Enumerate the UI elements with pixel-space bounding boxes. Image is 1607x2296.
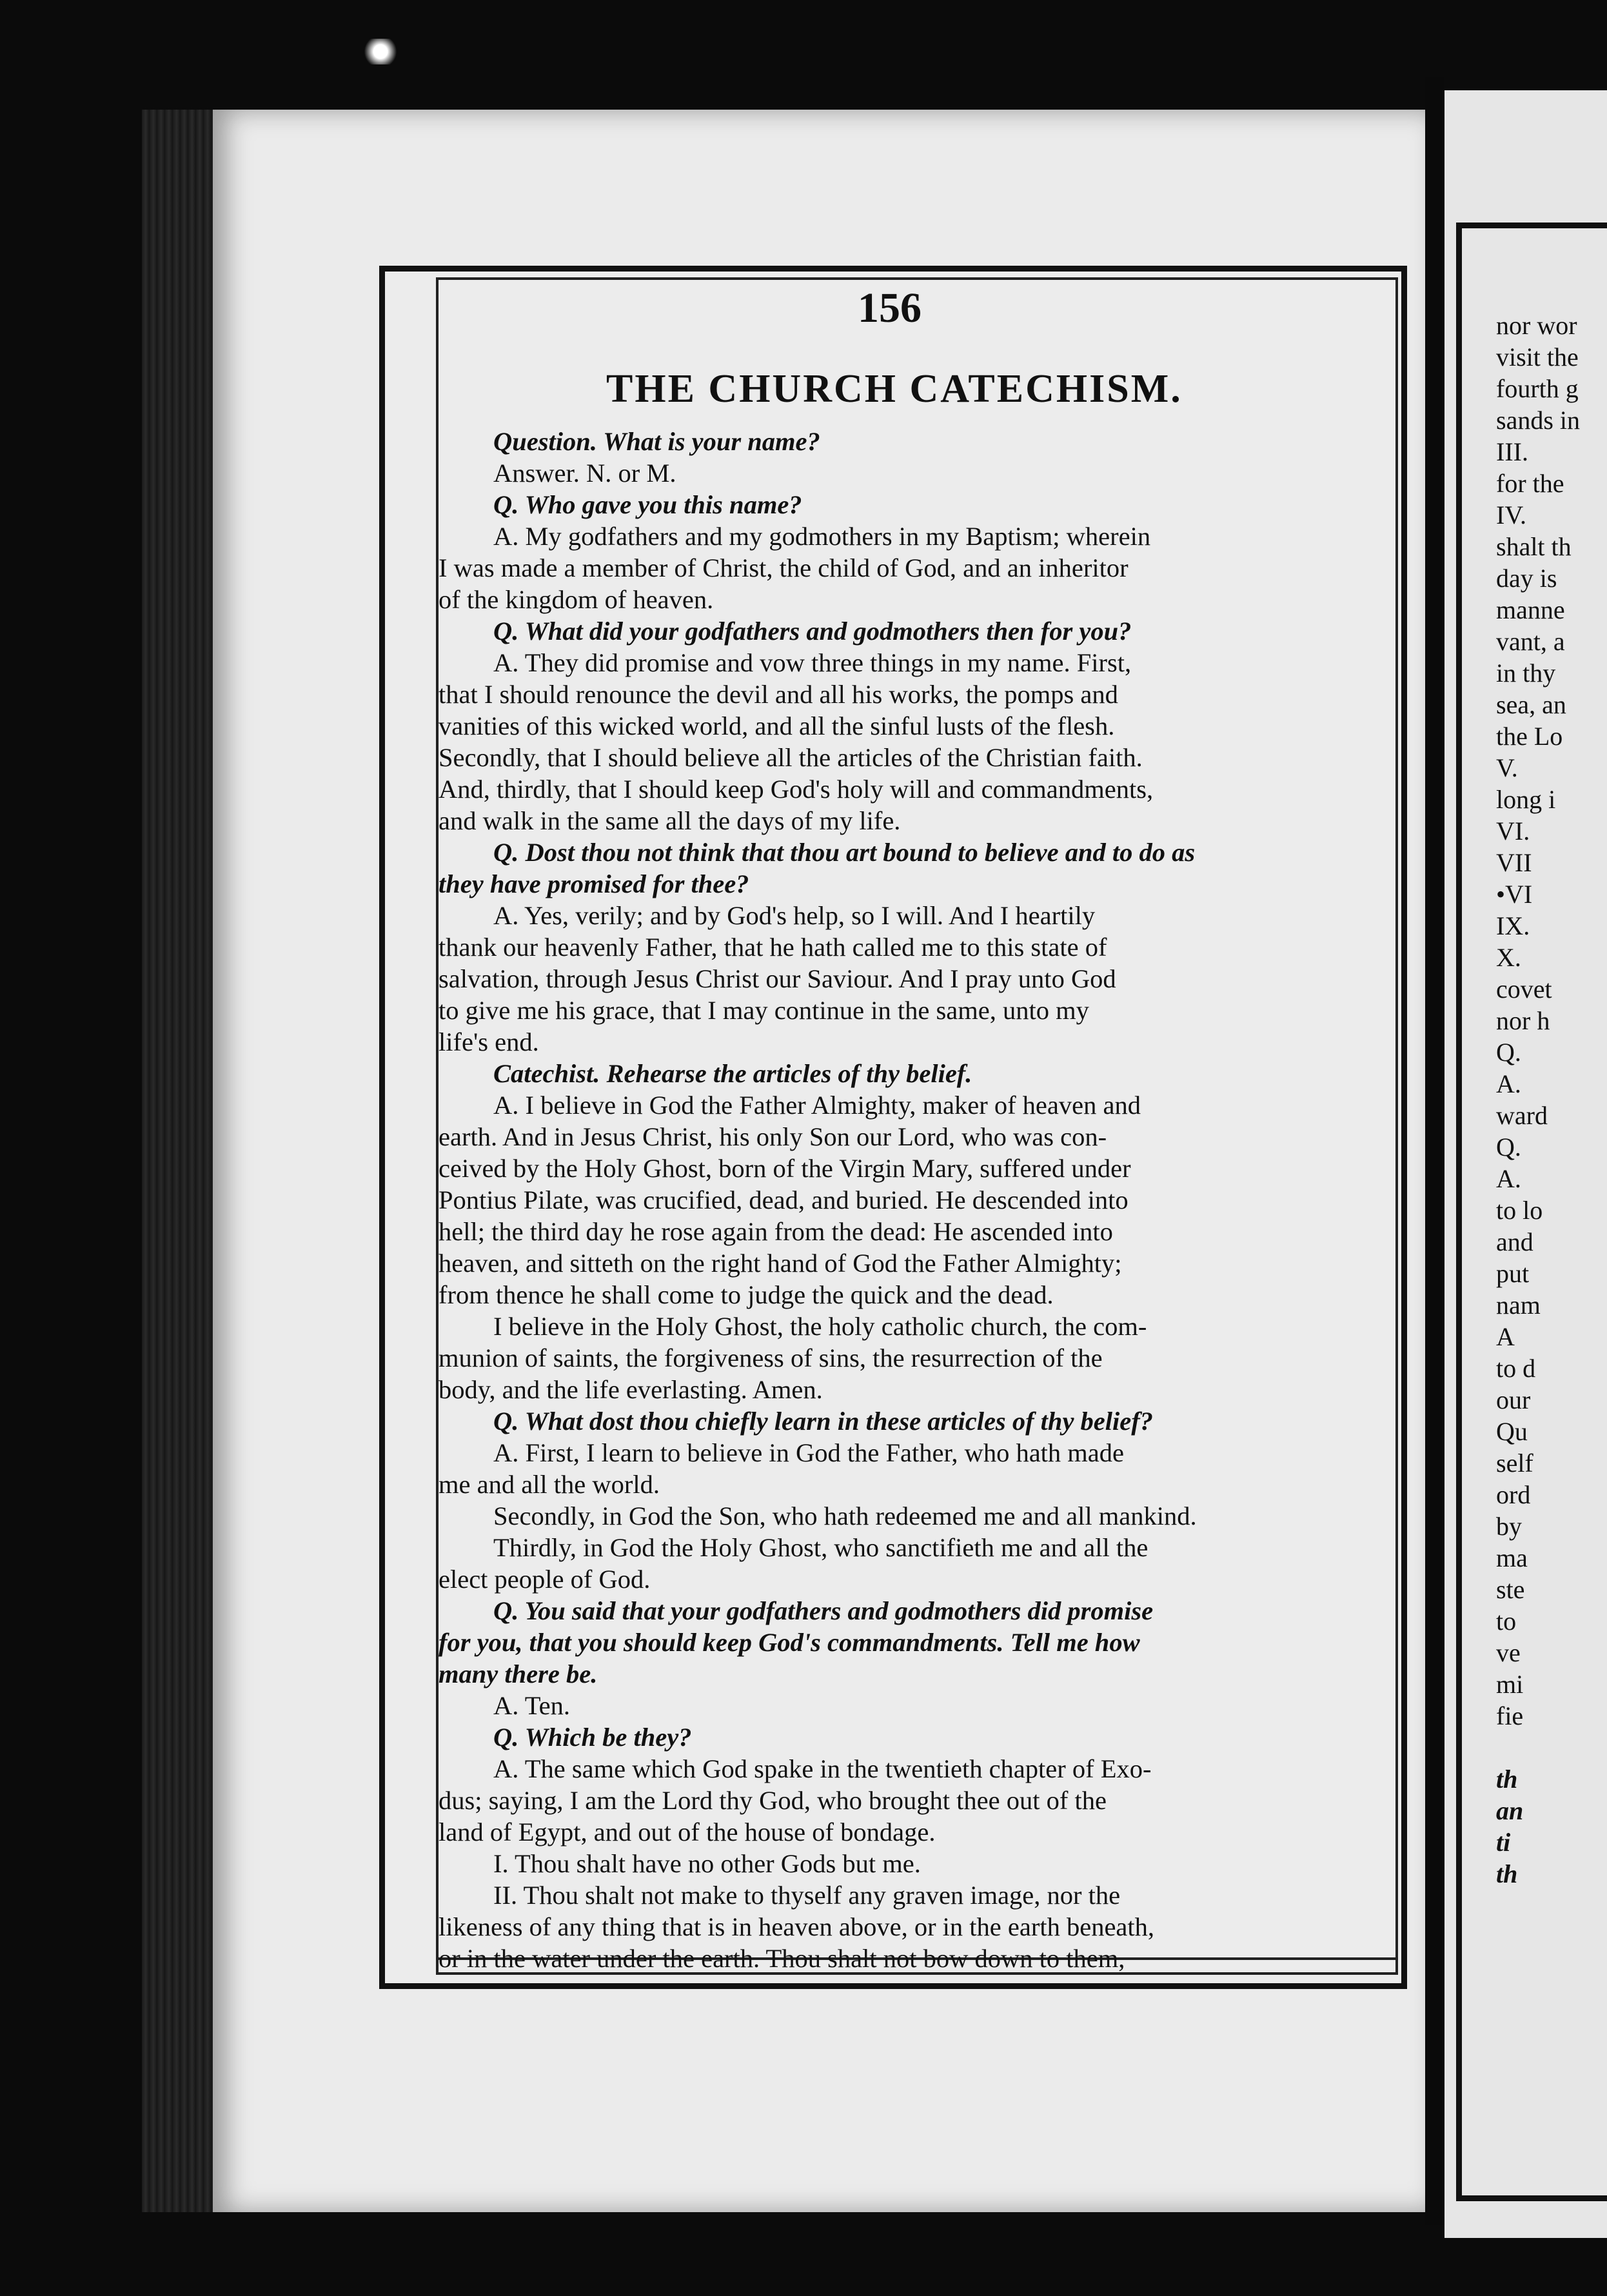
text-line [439,1563,1406,1595]
text-line [439,1437,1406,1469]
line-text: A. I believe in God the Father Almighty, maker of heaven and [493,1091,1141,1120]
question-line [439,1721,1406,1753]
line-text: Thirdly, in God the Holy Ghost, who sanctifieth me and all the [493,1533,1149,1562]
line-text: thank our heavenly Father, that he hath called me to this state of [439,933,1107,962]
line-text: Secondly, that I should believe all the articles of the Christian faith. [439,743,1143,772]
right-page-fragment: ste [1496,1575,1525,1604]
right-page-fragment: our [1496,1385,1531,1414]
text-line [439,1121,1406,1153]
text-line [439,1943,1406,1974]
right-page-fragment: VII [1496,848,1532,877]
text-line [439,1247,1406,1279]
right-page-fragment: ward [1496,1101,1548,1130]
right-page-fragment: put [1496,1259,1530,1288]
catechism-text [439,426,1406,1974]
text-line [439,1911,1406,1943]
right-page-fragment: A. [1496,1069,1521,1098]
text-line [439,1500,1406,1532]
right-page-fragment: X. [1496,943,1521,972]
text-line [439,1184,1406,1216]
right-page-fragment: and [1496,1227,1533,1256]
line-text: A. Yes, verily; and by God's help, so I will. And I heartily [493,901,1096,930]
line-text: Secondly, in God the Son, who hath redeemed me and all mankind. [493,1501,1197,1530]
line-text: heaven, and sitteth on the right hand of God the Father Almighty; [439,1249,1122,1278]
line-text: body, and the life everlasting. Amen. [439,1375,823,1404]
line-text: of the kingdom of heaven. [439,585,714,614]
line-text: And, thirdly, that I should keep God's holy will and commandments, [439,775,1154,804]
text-line [439,1374,1406,1405]
text-line [439,805,1406,836]
right-page-fragment: sea, an [1496,690,1566,719]
line-text: and walk in the same all the days of my life. [439,806,901,835]
right-page-fragment: ve [1496,1638,1521,1667]
right-page-fragment: ti [1496,1828,1511,1857]
line-text: Catechist. Rehearse the articles of thy belief. [493,1059,972,1088]
book-gutter [1425,77,1444,2225]
page-title: THE CHURCH CATECHISM. [606,367,1183,411]
line-text: land of Egypt, and out of the house of bondage. [439,1817,936,1846]
right-page-fragment: to lo [1496,1196,1543,1225]
line-text: likeness of any thing that is in heaven above, or in the earth beneath, [439,1912,1155,1941]
line-text: earth. And in Jesus Christ, his only Son our Lord, who was con- [439,1122,1107,1151]
question-line [439,1058,1406,1089]
line-text: ceived by the Holy Ghost, born of the Virgin Mary, suffered under [439,1154,1131,1183]
text-line [439,1342,1406,1374]
line-text: Q. Dost thou not think that thou art bound to believe and to do as [493,838,1196,867]
question-line [439,1405,1406,1437]
line-text: Q. Who gave you this name? [493,490,802,519]
right-page-fragment: the Lo [1496,722,1563,751]
right-page-fragment: shalt th [1496,532,1572,561]
question-line [439,426,1406,457]
question-line [439,1595,1406,1627]
text-line [439,1753,1406,1785]
line-text: A. First, I learn to believe in God the Father, who hath made [493,1438,1125,1467]
right-page-fragment: th [1496,1765,1518,1794]
right-page-fragment: visit the [1496,342,1579,371]
right-page-fragment: ma [1496,1543,1528,1572]
line-text: I was made a member of Christ, the child of God, and an inheritor [439,553,1129,582]
line-text: Question. What is your name? [493,427,820,456]
right-page-fragment: nor wor [1496,311,1577,340]
line-text: life's end. [439,1027,539,1056]
text-line [439,1658,1406,1690]
text-line [439,678,1406,710]
right-page-fragment [1496,1732,1607,1763]
text-line [439,520,1406,552]
text-line [439,868,1406,900]
text-line [439,995,1406,1026]
right-page-fragment: mi [1496,1670,1524,1699]
text-line [439,710,1406,742]
right-page-fragment: to [1496,1607,1517,1636]
right-page-fragment: A. [1496,1164,1521,1193]
right-page-fragment: VI. [1496,816,1530,846]
text-line [439,931,1406,963]
scan-mark [361,39,400,64]
text-line [439,1785,1406,1816]
line-text: elect people of God. [439,1565,651,1594]
right-page-fragment: for the [1496,469,1564,498]
line-text: A. My godfathers and my godmothers in my Baptism; wherein [493,522,1151,551]
line-text: A. Ten. [493,1691,571,1720]
text-line [439,1848,1406,1879]
right-page-fragment: to d [1496,1354,1536,1383]
text-line [439,552,1406,584]
text-line [439,1311,1406,1342]
line-text: or in the water under the earth. Thou shalt not bow down to them, [439,1944,1125,1973]
right-page-fragment: ord [1496,1480,1531,1509]
line-text: that I should renounce the devil and all his works, the pomps and [439,680,1118,709]
text-line [439,1089,1406,1121]
text-line [439,1532,1406,1563]
line-text: salvation, through Jesus Christ our Saviour. And I pray unto God [439,964,1116,993]
right-page-fragment: Q. [1496,1133,1521,1162]
line-text: hell; the third day he rose again from the dead: He ascended into [439,1217,1113,1246]
text-line [439,584,1406,615]
right-page-fragment: in thy [1496,658,1556,688]
line-text: vanities of this wicked world, and all the sinful lusts of the flesh. [439,711,1115,740]
line-text: for you, that you should keep God's commandments. Tell me how [439,1628,1140,1657]
line-text: Q. What did your godfathers and godmothers then for you? [493,617,1132,646]
right-page-fragment: Q. [1496,1038,1521,1067]
right-page-fragment: sands in [1496,406,1580,435]
right-page-fragment: manne [1496,595,1565,624]
line-text: I. Thou shalt have no other Gods but me. [493,1849,921,1878]
text-line [439,1279,1406,1311]
right-page-fragment: long i [1496,785,1556,814]
text-line [439,1627,1406,1658]
text-line [439,773,1406,805]
right-page-text [1496,310,1607,1890]
line-text: Pontius Pilate, was crucified, dead, and buried. He descended into [439,1185,1129,1214]
question-line [439,615,1406,647]
right-page-fragment: nor h [1496,1006,1550,1035]
right-page-fragment: A [1496,1322,1515,1351]
line-text: me and all the world. [439,1470,660,1499]
right-page-fragment: fourth g [1496,374,1579,403]
right-page-fragment: V. [1496,753,1518,782]
text-line [439,1026,1406,1058]
right-page-fragment: IX. [1496,911,1530,940]
text-line [439,647,1406,678]
text-line [439,1153,1406,1184]
text-line [439,963,1406,995]
right-page-fragment: day is [1496,564,1557,593]
line-text: to give me his grace, that I may continue in the same, unto my [439,996,1089,1025]
line-text: from thence he shall come to judge the quick and the dead. [439,1280,1054,1309]
text-line [439,1216,1406,1247]
text-line [439,1816,1406,1848]
right-page-fragment: III. [1496,437,1528,466]
right-page-fragment: self [1496,1449,1533,1478]
page-number: 156 [858,284,922,332]
question-line [439,489,1406,520]
line-text: Answer. N. or M. [493,459,676,488]
question-line [439,836,1406,868]
right-page-fragment: Qu [1496,1417,1528,1446]
text-line [439,900,1406,931]
right-page-fragment: by [1496,1512,1522,1541]
right-page-fragment: fie [1496,1701,1524,1730]
line-text: I believe in the Holy Ghost, the holy catholic church, the com- [493,1312,1147,1341]
line-text: Q. Which be they? [493,1723,692,1752]
right-page-fragment: nam [1496,1291,1541,1320]
right-page-fragment: vant, a [1496,627,1565,656]
text-line [439,1690,1406,1721]
line-text: munion of saints, the forgiveness of sins, the resurrection of the [439,1343,1103,1372]
right-page-fragment: IV. [1496,500,1527,529]
text-line [439,1879,1406,1911]
text-line [439,742,1406,773]
line-text: II. Thou shalt not make to thyself any graven image, nor the [493,1881,1121,1910]
right-page-fragment: th [1496,1859,1518,1888]
line-text: Q. You said that your godfathers and godmothers did promise [493,1596,1154,1625]
right-page [1444,90,1607,2238]
line-text: Q. What dost thou chiefly learn in these articles of thy belief? [493,1407,1154,1436]
text-line [439,457,1406,489]
text-line [439,1469,1406,1500]
line-text: many there be. [439,1659,598,1688]
right-page-fragment: an [1496,1796,1524,1825]
right-page-fragment: covet [1496,975,1552,1004]
line-text: A. The same which God spake in the twentieth chapter of Exo- [493,1754,1152,1783]
line-text: they have promised for thee? [439,869,749,898]
right-page-fragment: •VI [1496,880,1533,909]
line-text: A. They did promise and vow three things in my name. First, [493,648,1132,677]
line-text: dus; saying, I am the Lord thy God, who brought thee out of the [439,1786,1107,1815]
